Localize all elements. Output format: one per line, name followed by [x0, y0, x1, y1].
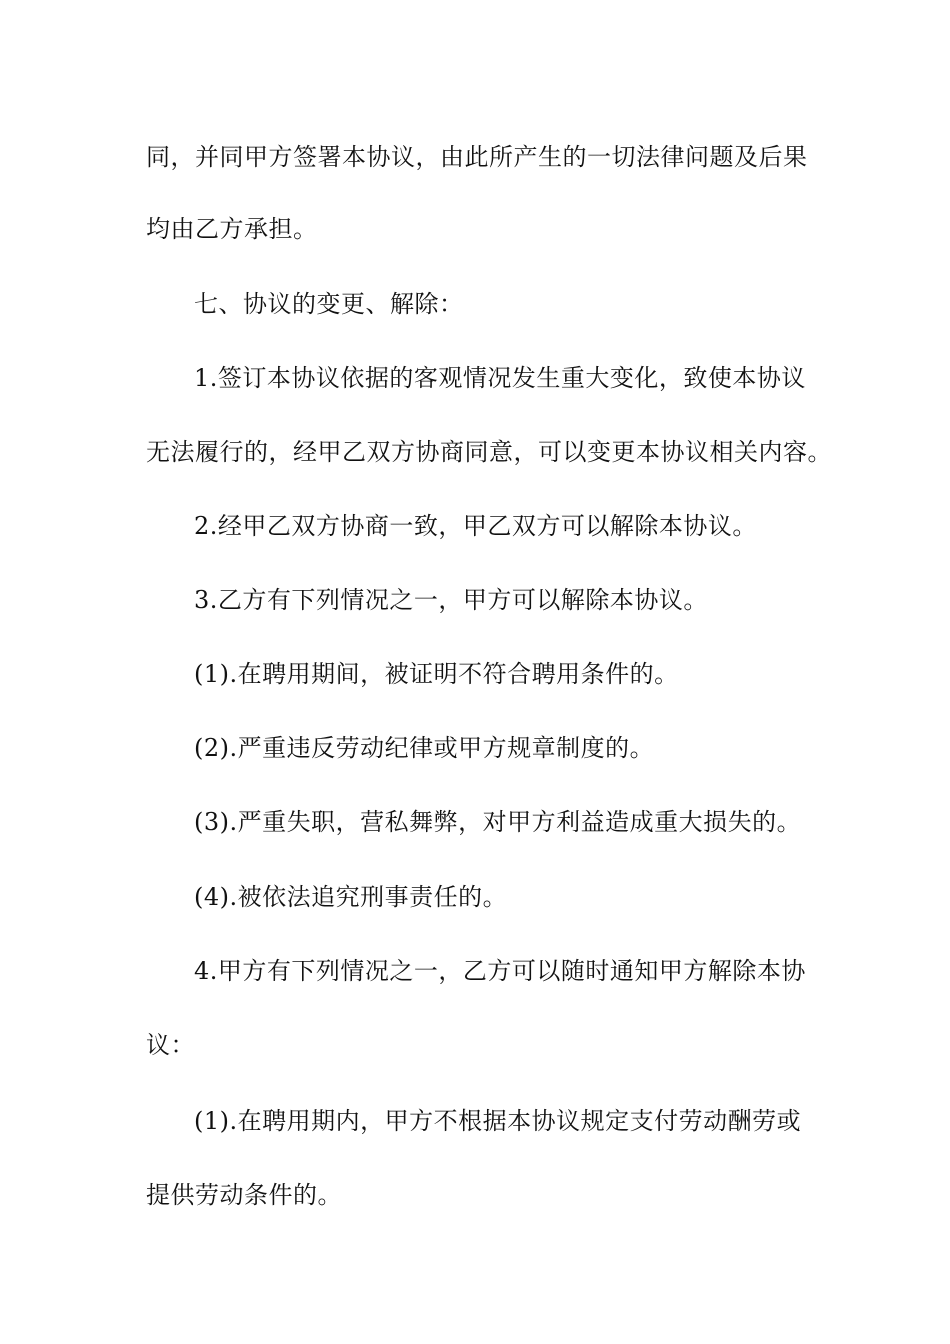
paragraph-line: 无法履行的，经甲乙双方协商同意，可以变更本协议相关内容。 — [146, 438, 832, 466]
paragraph-line: 同，并同甲方签署本协议，由此所产生的一切法律问题及后果 — [146, 143, 808, 171]
clause-item: 2.经甲乙双方协商一致，甲乙双方可以解除本协议。 — [194, 512, 757, 540]
clause-item: 4.甲方有下列情况之一，乙方可以随时通知甲方解除本协 — [194, 957, 806, 985]
sub-clause-item: (2).严重违反劳动纪律或甲方规章制度的。 — [194, 734, 655, 762]
section-heading: 七、协议的变更、解除： — [194, 290, 464, 318]
sub-clause-item: (1).在聘用期内，甲方不根据本协议规定支付劳动酬劳或 — [194, 1107, 802, 1135]
paragraph-line: 提供劳动条件的。 — [146, 1181, 342, 1209]
clause-item: 1.签订本协议依据的客观情况发生重大变化，致使本协议 — [194, 364, 806, 392]
paragraph-line: 议： — [146, 1031, 195, 1059]
sub-clause-item: (4).被依法追究刑事责任的。 — [194, 883, 508, 911]
paragraph-line: 均由乙方承担。 — [146, 215, 318, 243]
sub-clause-item: (1).在聘用期间，被证明不符合聘用条件的。 — [194, 660, 679, 688]
sub-clause-item: (3).严重失职，营私舞弊，对甲方利益造成重大损失的。 — [194, 808, 802, 836]
clause-item: 3.乙方有下列情况之一，甲方可以解除本协议。 — [194, 586, 708, 614]
